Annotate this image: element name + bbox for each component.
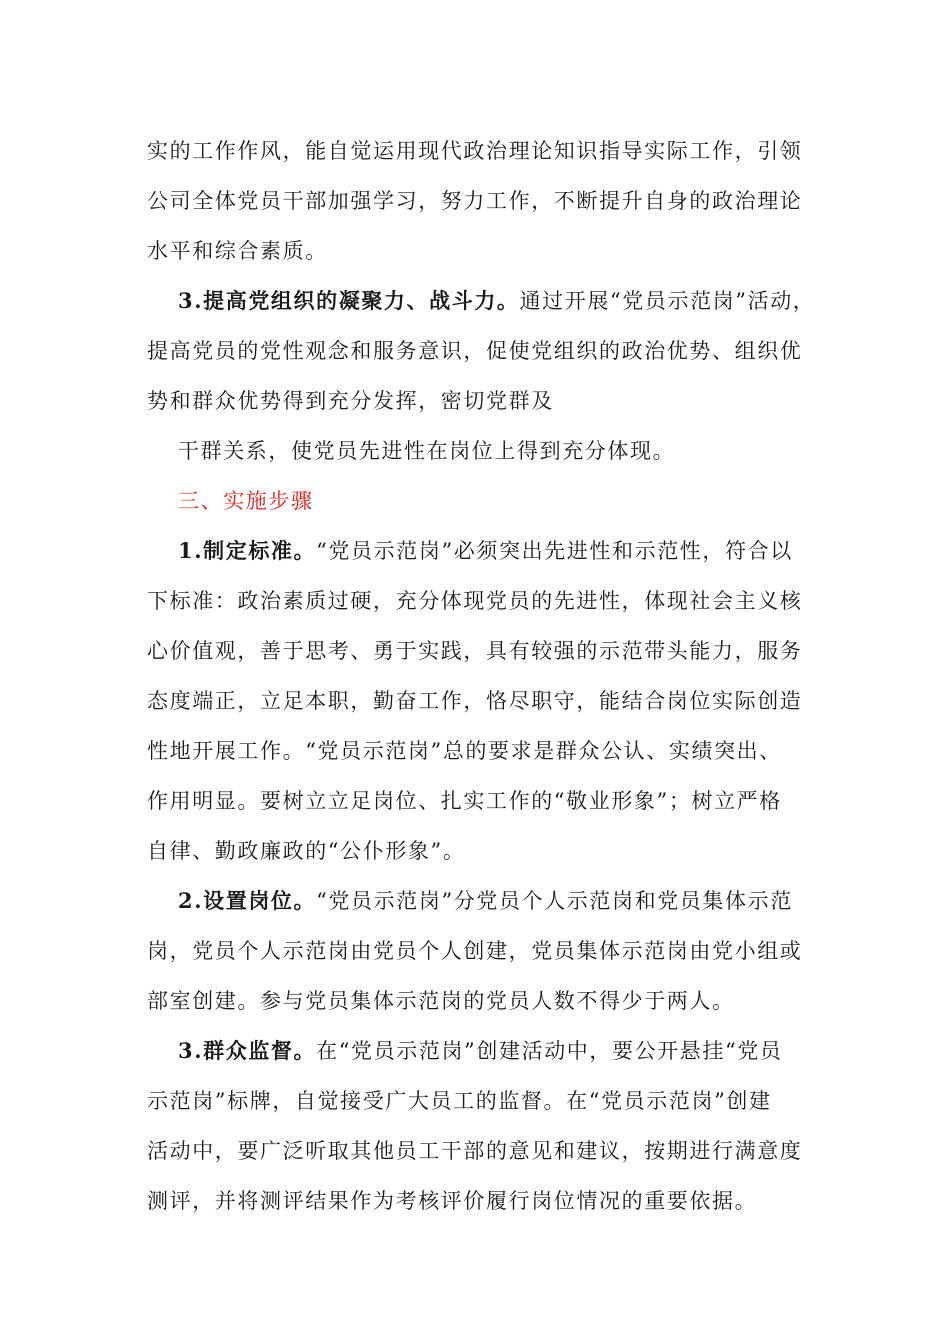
paragraph-line: 岗，党员个人示范岗由党员个人创建，党员集体示范岗由党小组或 [147,939,803,963]
item-heading: 3.群众监督。 [178,1038,317,1063]
paragraph-line: 下标准：政治素质过硬，充分体现党员的先进性，体现社会主义核 [147,589,803,613]
paragraph-first-line [178,886,793,916]
paragraph-line: 部室创建。参与党员集体示范岗的党员人数不得少于两人。 [147,989,735,1013]
item-heading: 1.制定标准。 [178,538,317,563]
paragraph-line: 公司全体党员干部加强学习，努力工作，不断提升自身的政治理论 [147,189,803,213]
item-text: 在“党员示范岗”创建活动中，要公开悬挂“党员 [316,1039,783,1063]
section-title: 三、实施步骤 [178,489,314,513]
paragraph-line: 自律、勤政廉政的“公仆形象”。 [147,839,466,863]
paragraph-first-line [178,1036,783,1066]
paragraph-first-line [178,536,793,566]
paragraph-line: 态度端正，立足本职，勤奋工作，恪尽职守，能结合岗位实际创造 [147,689,803,713]
paragraph-line: 性地开展工作。“党员示范岗”总的要求是群众公认、实绩突出、 [147,739,782,763]
paragraph-line: 水平和综合素质。 [147,239,328,263]
item-text: 通过开展“党员示范岗”活动， [519,289,816,313]
item-heading: 2.设置岗位。 [178,888,317,913]
paragraph-line: 势和群众优势得到充分发挥，密切党群及 [147,389,554,413]
paragraph-line: 测评，并将测评结果作为考核评价履行岗位情况的重要依据。 [147,1189,758,1213]
paragraph-line: 实的工作作风，能自觉运用现代政治理论知识指导实际工作，引领 [147,139,803,163]
paragraph-line: 作用明显。要树立立足岗位、扎实工作的“敬业形象”；树立严格 [147,789,782,813]
item-heading: 3.提高党组织的凝聚力、战斗力。 [178,288,520,313]
paragraph-line: 示范岗”标牌，自觉接受广大员工的监督。在“党员示范岗”创建 [147,1089,772,1113]
paragraph-line: 心价值观，善于思考、勇于实践，具有较强的示范带头能力，服务 [147,639,803,663]
paragraph-line: 活动中，要广泛听取其他员工干部的意见和建议，按期进行满意度 [147,1139,803,1163]
paragraph-line: 干群关系，使党员先进性在岗位上得到充分体现。 [178,439,676,463]
paragraph-first-line [178,286,815,316]
item-text: “党员示范岗”必须突出先进性和示范性，符合以 [316,539,793,563]
item-text: “党员示范岗”分党员个人示范岗和党员集体示范 [316,889,793,913]
paragraph-line: 提高党员的党性观念和服务意识，促使党组织的政治优势、组织优 [147,339,803,363]
